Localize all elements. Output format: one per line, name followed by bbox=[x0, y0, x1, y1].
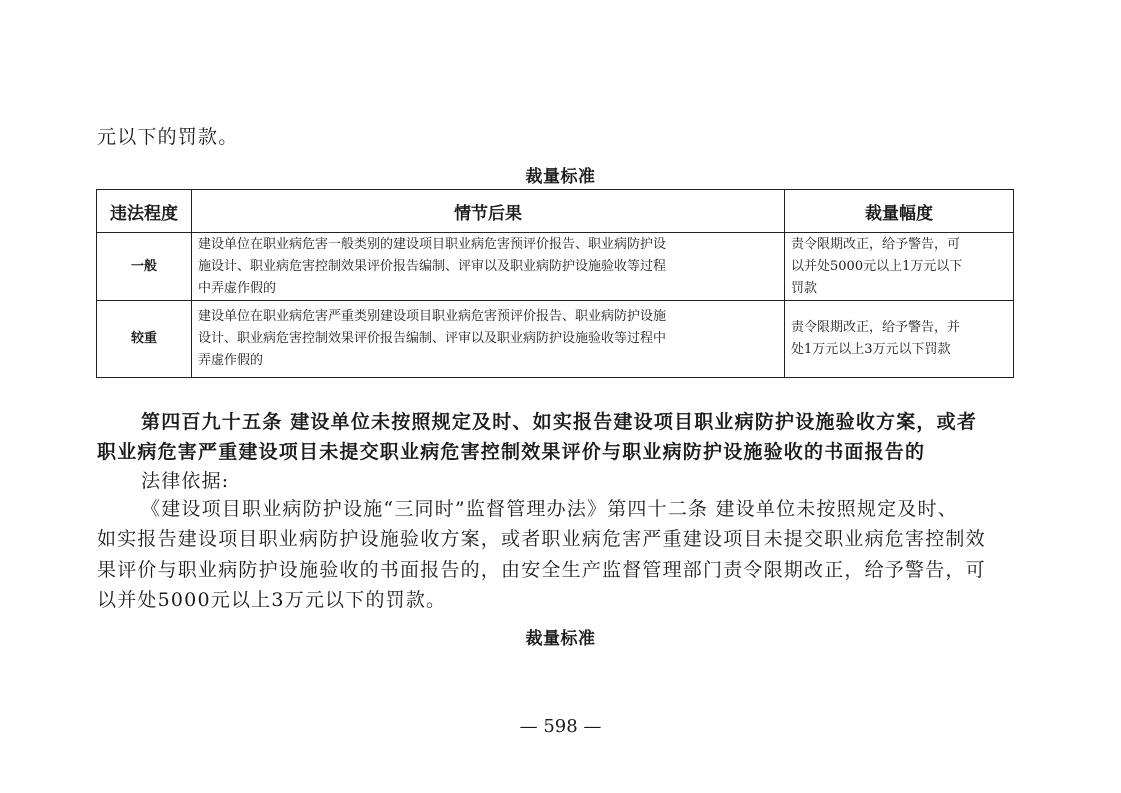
article-heading: 第四百九十五条 建设单位未按照规定及时、如实报告建设项目职业病防护设施验收方案，或者 bbox=[141, 411, 978, 433]
degree-cell: 较重 bbox=[97, 301, 192, 378]
consequence-line: 弄虚作假的 bbox=[198, 353, 264, 368]
penalty-line: 责令限期改正，给予警告，可 bbox=[791, 236, 961, 252]
consequence-line: 建设单位在职业病危害严重类别建设项目职业病危害预评价报告、职业病防护设施 bbox=[198, 309, 667, 324]
header-circumstances: 情节后果 bbox=[192, 190, 785, 233]
penalty-line: 责令限期改正，给予警告，并 bbox=[791, 320, 961, 335]
header-violation-degree: 违法程度 bbox=[97, 190, 192, 233]
consequence-cell bbox=[192, 301, 785, 378]
legal-basis-label: 法律依据: bbox=[141, 470, 230, 492]
header-penalty-range: 裁量幅度 bbox=[785, 190, 1014, 233]
consequence-line: 设计、职业病危害控制效果评价报告编制、评审以及职业病防护设施验收等过程中 bbox=[198, 331, 667, 346]
legal-basis-text: 果评价与职业病防护设施验收的书面报告的，由安全生产监督管理部门责令限期改正，给予警告，可 bbox=[97, 559, 986, 581]
consequence-line: 中弄虚作假的 bbox=[198, 280, 277, 296]
consequence-line: 施设计、职业病危害控制效果评价报告编制、评审以及职业病防护设施验收等过程 bbox=[198, 258, 667, 274]
table-row bbox=[97, 233, 1014, 301]
penalty-cell bbox=[785, 301, 1014, 378]
penalty-line: 罚款 bbox=[791, 280, 818, 296]
discretion-criteria-table bbox=[96, 189, 1014, 378]
table-header-row bbox=[97, 190, 1014, 233]
page-number: — 598 — bbox=[519, 716, 602, 737]
penalty-line: 处1万元以上3万元以下罚款 bbox=[791, 342, 951, 357]
continuation-text: 元以下的罚款。 bbox=[97, 126, 239, 148]
penalty-line: 以并处5000元以上1万元以下 bbox=[791, 258, 963, 274]
table-title-2: 裁量标准 bbox=[525, 629, 596, 649]
table-row bbox=[97, 301, 1014, 378]
penalty-cell bbox=[785, 233, 1014, 301]
degree-cell: 一般 bbox=[97, 233, 192, 301]
legal-basis-text: 如实报告建设项目职业病防护设施验收方案，或者职业病危害严重建设项目未提交职业病危害控制效 bbox=[97, 528, 986, 550]
legal-basis-text: 以并处5000元以上3万元以下的罚款。 bbox=[97, 589, 447, 611]
article-heading-cont: 职业病危害严重建设项目未提交职业病危害控制效果评价与职业病防护设施验收的书面报告的 bbox=[97, 441, 926, 463]
consequence-line: 建设单位在职业病危害一般类别的建设项目职业病危害预评价报告、职业病防护设 bbox=[198, 236, 667, 252]
consequence-cell bbox=[192, 233, 785, 301]
table-title: 裁量标准 bbox=[525, 167, 596, 187]
legal-basis-text: 《建设项目职业病防护设施“三同时”监督管理办法》第四十二条 建设单位未按照规定及时、 bbox=[141, 498, 958, 520]
